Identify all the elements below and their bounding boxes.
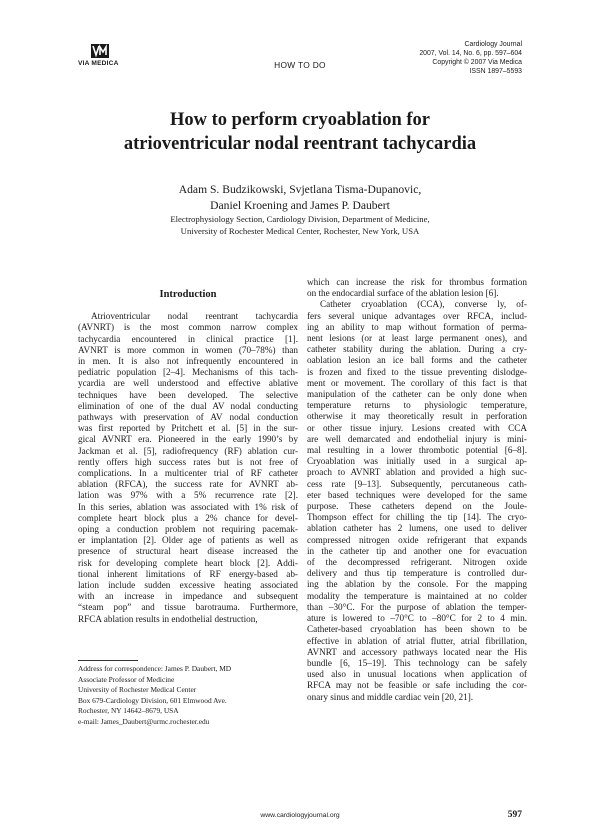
text-line: of the decompressed refrigerant. Nitrogen oxide <box>307 557 527 568</box>
text-line: than –30°C. For the purpose of ablation the temper- <box>307 601 527 612</box>
text-line: elimination of one of the dual AV nodal conducting <box>78 400 298 411</box>
footnote-line: Box 679-Cardiology Division, 601 Elmwood Ave. <box>78 695 227 705</box>
journal-info <box>419 40 522 76</box>
text-line: ycardia are well understood and effective ablative <box>78 378 298 389</box>
journal-issn: ISSN 1897–5593 <box>469 68 522 76</box>
section-label: HOW TO DO <box>274 60 326 70</box>
paragraph <box>307 277 527 299</box>
text-line: are well demarcated and endothelial injury is mini- <box>307 433 527 444</box>
text-line: tional inherent limitations of RF energy-based ab- <box>78 568 298 579</box>
text-line: ing the ablation by the console. For the mapping <box>307 579 527 590</box>
text-line: with an increase in impedance and subsequent <box>78 591 298 602</box>
text-line: ature is lowered to –70°C to –80°C for 2 to 4 min. <box>307 613 527 624</box>
journal-url: www.cardiologyjournal.org <box>260 812 340 819</box>
text-line: proach to AVNRT ablation and provided a high suc- <box>307 467 527 478</box>
text-line: Cryoablation was initially used in a surgical ap- <box>307 456 527 467</box>
affiliation-line: Electrophysiology Section, Cardiology Division, Department of Medicine, <box>170 214 430 224</box>
text-line: In this series, ablation was associated with 1% risk of <box>78 501 298 512</box>
text-line: Catheter-based cryoablation has been shown to be <box>307 624 527 635</box>
text-line: eter based techniques were developed for the same <box>307 489 527 500</box>
text-line: Catheter cryoablation (CCA), converse ly, of- <box>320 299 527 310</box>
text-line: compressed nitrogen oxide refrigerant that expands <box>307 534 527 545</box>
text-line: complications. In a multicenter trial of RF catheter <box>78 468 298 479</box>
text-line: ing an ability to map without formation of perma- <box>307 321 527 332</box>
text-line: bundle [6, 15–19]. This technology can be safely <box>307 657 527 668</box>
text-line: is frozen and fixed to the tissue preventing dislodge- <box>307 366 527 377</box>
text-line: effective in ablation of atrial flutter, atrial fibrillation, <box>307 635 527 646</box>
footnote-line: University of Rochester Medical Center <box>78 685 197 694</box>
text-line: Atrioventricular nodal reentrant tachycardia <box>91 311 298 322</box>
text-line: nent lesions (or at least large permanent ones), and <box>307 333 527 344</box>
text-line: risk for developing complete heart block [2]. Addi- <box>78 557 298 568</box>
text-line: was first reported by Pritchett et al. [5] in the sur- <box>78 423 298 434</box>
text-line: ablation catheter has 2 lumens, one used to deliver <box>307 523 527 534</box>
footnote-divider <box>78 660 138 661</box>
text-line: oablation lesion an ice ball forms and the catheter <box>307 355 527 366</box>
text-line: cess rate [9–13]. Subsequently, percutaneous cath- <box>307 478 527 489</box>
text-line: oping a conduction problem not requiring pacemak- <box>78 524 298 535</box>
title-line: atrioventricular nodal reentrant tachycardia <box>123 134 477 154</box>
text-line: presence of structural heart disease increased the <box>78 546 298 557</box>
paragraph <box>307 299 527 702</box>
article-title <box>0 108 600 156</box>
footnote-line: Address for correspondence: James P. Daubert, MD <box>78 664 232 673</box>
text-line: rently offers high success rates but is not free of <box>78 456 298 467</box>
text-line: in men. It is also not infrequently encountered in <box>78 356 298 367</box>
author-line: Adam S. Budzikowski, Svjetlana Tisma-Dupanovic, <box>178 183 422 196</box>
text-line: fers several unique advantages over RFCA, includ- <box>307 310 527 321</box>
text-line: otherwise it may theoretically result in perforation <box>307 411 527 422</box>
title-line: How to perform cryoablation for <box>170 110 430 130</box>
text-line: RFCA ablation results in endothelial destruction, <box>78 613 258 624</box>
text-line: ment or movement. The corollary of this fact is that <box>307 377 527 388</box>
text-line: onary sinus and middle cardiac vein [20, 21]. <box>307 691 474 702</box>
paragraph <box>78 311 298 625</box>
text-line: mal resulting in a lower thrombotic potential [6–8]. <box>307 445 527 456</box>
affiliation-line: University of Rochester Medical Center, Rochester, New York, USA <box>180 225 420 236</box>
text-line: temperature returns to physiologic temperature, <box>307 400 527 411</box>
text-line: manipulation of the catheter can be only done when <box>307 389 527 400</box>
correspondence-footnote <box>78 664 231 727</box>
text-line: pediatric population [2–4]. Mechanisms of this tach- <box>78 367 298 378</box>
right-column <box>307 277 527 703</box>
journal-issue: 2007, Vol. 14, No. 6, pp. 597–604 <box>419 50 522 58</box>
journal-copyright: Copyright © 2007 Via Medica <box>432 59 522 67</box>
text-line: in the catheter tip and another one for evacuation <box>307 545 527 556</box>
text-line: tachycardia encountered in clinical practice [1]. <box>78 333 298 344</box>
text-line: modality the temperature is maintained at no colder <box>307 590 527 601</box>
via-medica-logo-icon <box>91 44 109 58</box>
text-line: used also in unusual locations when application of <box>307 669 527 680</box>
author-list <box>0 182 600 214</box>
text-line: “steam pop” and tissue barotrauma. Furthermore, <box>78 602 298 613</box>
text-line: AVNRT is more common in women (70–78%) than <box>78 344 298 355</box>
text-line: techniques have been developed. The selective <box>78 389 298 400</box>
left-column <box>78 277 298 625</box>
text-line: or other tissue injury. Lesions created with CCA <box>307 422 527 433</box>
text-line: ablation (RFCA), the success rate for AVNRT ab- <box>78 479 298 490</box>
text-line: RFCA may not be feasible or safe including the cor- <box>307 680 527 691</box>
text-line: which can increase the risk for thrombus formation <box>307 277 527 287</box>
footnote-email: e-mail: James_Daubert@urmc.rochester.edu <box>78 716 210 726</box>
text-line: delivery and thus tip temperature is controlled dur- <box>307 568 527 579</box>
footnote-line: Associate Professor of Medicine <box>78 674 175 684</box>
text-line: (AVNRT) is the most common narrow complex <box>78 322 298 333</box>
text-line: pathways with preservation of AV nodal conduction <box>78 412 298 423</box>
text-line: lation was 97% with a 5% recurrence rate [2]. <box>78 490 298 501</box>
footnote-line: Rochester, NY 14642–8679, USA <box>78 706 179 715</box>
text-line: catheter stability during the ablation. During a cry- <box>307 344 527 355</box>
section-heading: Introduction <box>159 289 217 300</box>
text-line: gical AVNRT era. Pioneered in the early 1990’s by <box>78 434 298 445</box>
text-line: Jackman et al. [5], radiofrequency (RF) ablation cur- <box>78 445 298 456</box>
text-line: Thompson effect for chilling the tip [14]. The cryo- <box>307 512 527 523</box>
logo-text: VIA MEDICA <box>78 60 119 67</box>
page-number: 597 <box>507 810 522 820</box>
journal-name: Cardiology Journal <box>464 41 522 48</box>
text-line: purpose. These catheters depend on the Joule- <box>307 501 527 512</box>
text-line: AVNRT and accessory pathways located near the His <box>307 646 527 657</box>
text-line: er implantation [2]. Older age of patients as well as <box>78 535 298 546</box>
text-line: complete heart block plus a 2% chance for devel- <box>78 512 298 523</box>
author-line: Daniel Kroening and James P. Daubert <box>210 199 390 212</box>
text-line: on the endocardial surface of the ablation lesion [6]. <box>307 288 499 299</box>
affiliation <box>0 214 600 237</box>
text-line: lation include sudden excessive heating associated <box>78 580 298 591</box>
